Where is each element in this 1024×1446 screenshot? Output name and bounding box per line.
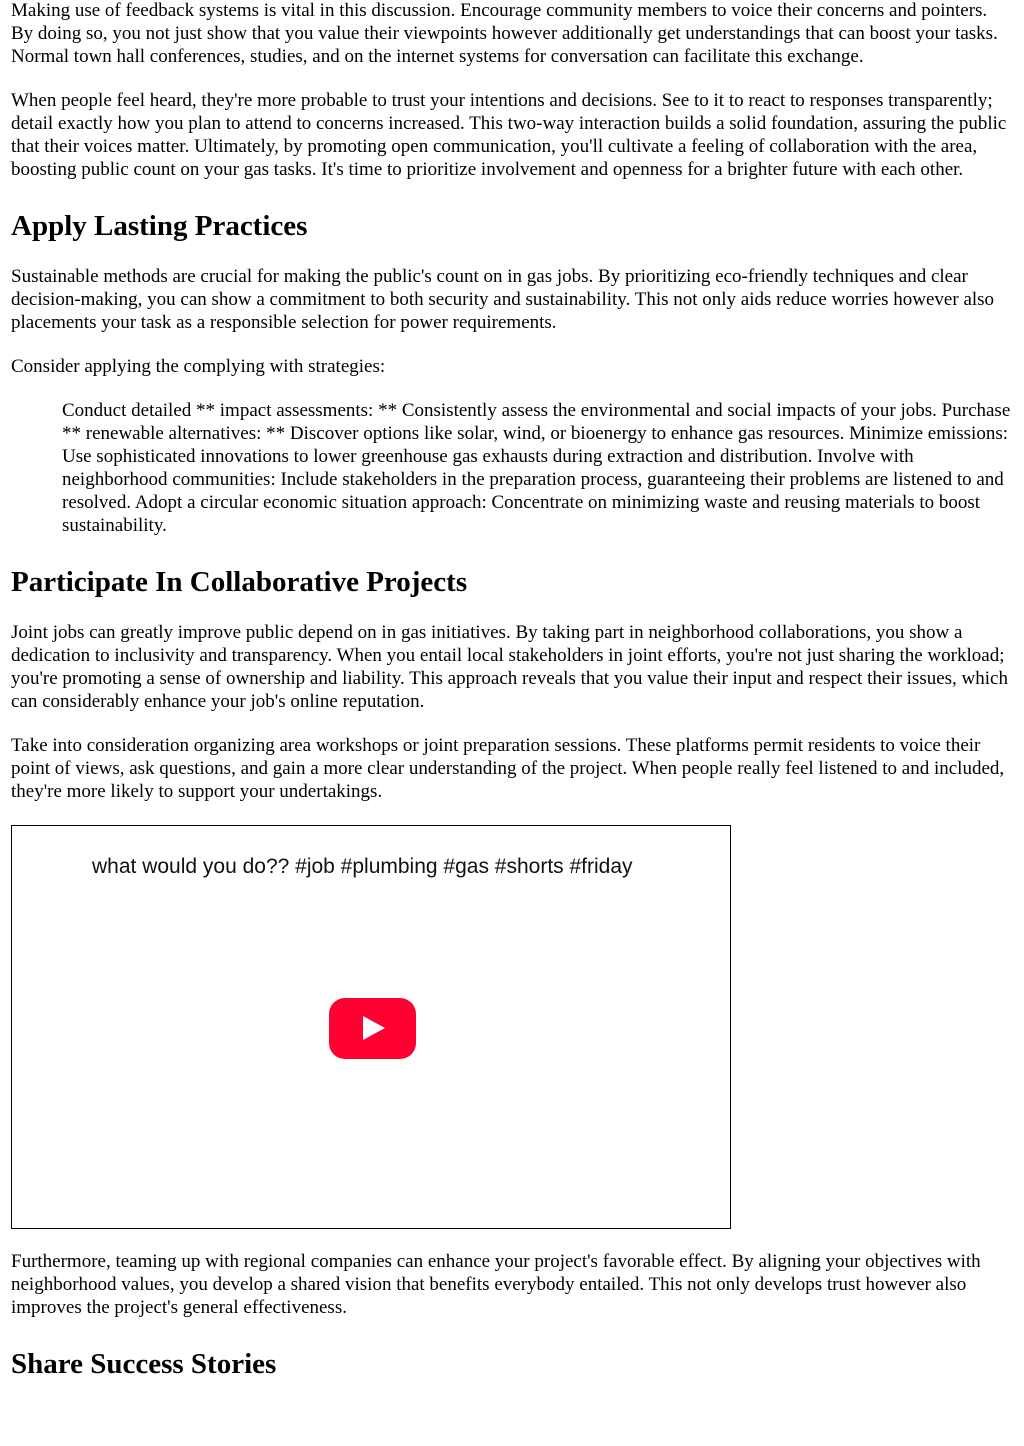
strategy-item: Adopt a circular economic situation approach: Concentrate on minimizing waste and reusing materials to boost sustainability. xyxy=(62,492,981,536)
video-title[interactable]: what would you do?? #job #plumbing #gas #shorts #friday xyxy=(92,855,633,878)
play-icon xyxy=(363,1016,385,1040)
strategies-list xyxy=(62,399,1014,537)
heading-apply-lasting-practices: Apply Lasting Practices xyxy=(11,210,308,242)
strategy-item: Conduct detailed ** impact assessments: ** Consistently assess the environmental and social impacts of your jobs. xyxy=(62,400,937,421)
section1-paragraph-1: Sustainable methods are crucial for making the public's count on in gas jobs. By prioritizing eco-friendly techniques and clear decision-making, you can show a commitment to both security and sustainability. This not only aids reduce worries however also placements your task as a responsible selection for power requirements. xyxy=(11,266,995,333)
heading-participate-collaborative: Participate In Collaborative Projects xyxy=(11,566,468,598)
strategy-item: Minimize emissions: Use sophisticated innovations to lower greenhouse gas exhausts during extraction and distribution. xyxy=(62,423,1009,467)
strategy-item: Purchase ** renewable alternatives: ** Discover options like solar, wind, or bioenergy to enhance gas resources. xyxy=(62,400,1011,444)
video-embed[interactable] xyxy=(11,825,731,1229)
section2-paragraph-1: Joint jobs can greatly improve public depend on in gas initiatives. By taking part in neighborhood collaborations, you show a dedication to inclusivity and transparency. When you entail local stakeholders in joint efforts, you're not just sharing the workload; you're promoting a sense of ownership and liability. This approach reveals that you value their input and respect their issues, which can considerably enhance your job's online reputation. xyxy=(11,622,1008,712)
intro-paragraph-1: Making use of feedback systems is vital in this discussion. Encourage community members to voice their concerns and pointers. By doing so, you not just show that you value their viewpoints however additionally get understandings that can boost your tasks. Normal town hall conferences, studies, and on the internet systems for conversation can facilitate this exchange. xyxy=(11,0,998,67)
section2-paragraph-3: Furthermore, teaming up with regional companies can enhance your project's favorable effect. By aligning your objectives with neighborhood values, you develop a shared vision that benefits everybody entailed. This not only develops trust however also improves the project's general effectiveness. xyxy=(11,1251,981,1318)
section2-paragraph-2: Take into consideration organizing area workshops or joint preparation sessions. These platforms permit residents to voice their point of views, ask questions, and gain a more clear understanding of the project. When people really feel listened to and included, they're more likely to support your undertakings. xyxy=(11,735,1005,802)
section1-paragraph-2: Consider applying the complying with strategies: xyxy=(11,356,386,377)
heading-share-success-stories: Share Success Stories xyxy=(11,1348,277,1380)
play-button[interactable] xyxy=(329,998,416,1059)
intro-paragraph-2: When people feel heard, they're more probable to trust your intentions and decisions. See to it to react to responses transparently; detail exactly how you plan to attend to concerns increased. This two-way interaction builds a solid foundation, assuring the public that their voices matter. Ultimately, by promoting open communication, you'll cultivate a feeling of collaboration with the area, boosting public count on your gas tasks. It's time to prioritize involvement and openness for a brighter future with each other. xyxy=(11,90,1007,180)
strategy-item: Involve with neighborhood communities: Include stakeholders in the preparation process, guaranteeing their problems are listened to and resolved. xyxy=(62,446,1004,513)
